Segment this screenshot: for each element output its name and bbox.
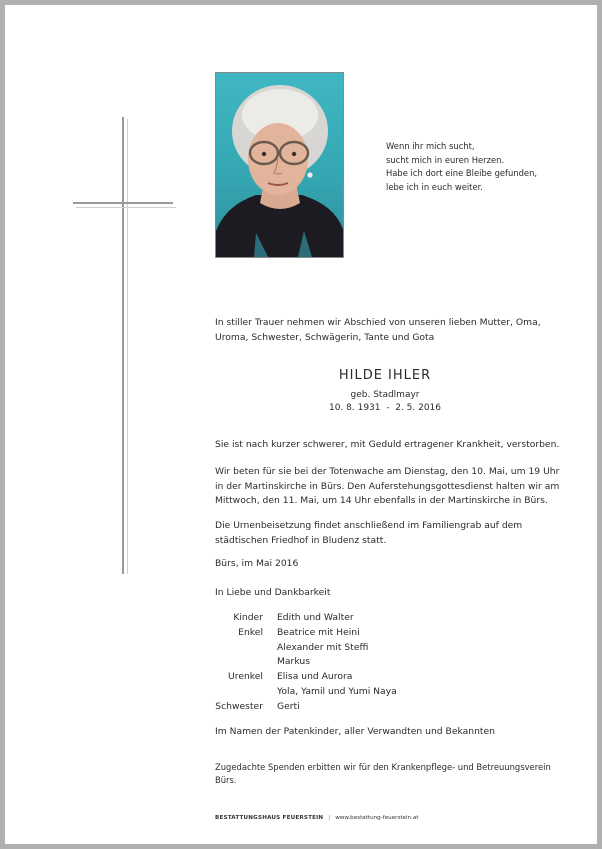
family-role: Kinder <box>233 612 263 623</box>
poem-line: Wenn ihr mich sucht, <box>386 141 475 151</box>
funeral-home-name: BESTATTUNGSHAUS FEUERSTEIN <box>215 815 324 821</box>
poem-line: Habe ich dort eine Bleibe gefunden, <box>386 168 538 179</box>
relatives-line: Im Namen der Patenkinder, aller Verwandten und Bekannten <box>215 726 495 737</box>
intro-text: In stiller Trauer nehmen wir Abschied von unseren lieben Mutter, Oma, Uroma, Schwester, Schwägerin, Tante und Gota <box>215 317 541 343</box>
family-row <box>215 670 397 685</box>
family-row <box>215 655 397 670</box>
family-row <box>215 685 397 700</box>
family-names: Elisa und Aurora <box>277 671 353 683</box>
family-list <box>215 611 397 715</box>
prayer-service-info: Wir beten für sie bei der Totenwache am Dienstag, den 10. Mai, um 19 Uhr in der Martinskirche in Bürs. Den Auferstehungsgottesdienst halten wir am Mittwoch, den 11. Mai, um 14 Uhr ebenfalls in der Martinskirche in Bürs. <box>215 466 560 507</box>
cross-horizontal-shadow <box>76 207 176 208</box>
poem-line: lebe ich in euch weiter. <box>386 181 483 192</box>
death-notice: Sie ist nach kurzer schwerer, mit Geduld ertragener Krankheit, verstorben. <box>215 439 560 450</box>
family-names: Markus <box>277 656 310 668</box>
cross-horizontal-bar <box>73 202 173 204</box>
portrait-photo <box>215 72 344 258</box>
family-row <box>215 700 397 715</box>
family-names: Edith und Walter <box>277 612 354 623</box>
poem-line: sucht mich in euren Herzen. <box>386 154 505 165</box>
footer <box>215 815 419 821</box>
portrait-illustration <box>216 73 343 257</box>
family-role: Urenkel <box>228 671 263 683</box>
family-role <box>215 641 277 656</box>
family-role: Schwester <box>215 700 263 712</box>
family-names: Gerti <box>277 700 300 712</box>
life-dates: 10. 8. 1931 - 2. 5. 2016 <box>328 403 442 413</box>
family-role <box>215 655 277 670</box>
family-names: Alexander mit Steffi <box>277 641 369 653</box>
poem <box>386 140 586 194</box>
family-role <box>215 685 277 700</box>
website-link[interactable]: www.bestattung-feuerstein.at <box>335 815 419 821</box>
deceased-name: HILDE IHLER <box>338 368 432 383</box>
family-row <box>215 626 397 641</box>
closing-line: In Liebe und Dankbarkeit <box>215 587 331 598</box>
family-names: Yola, Yamil und Yumi Naya <box>277 685 397 697</box>
family-role: Enkel <box>238 626 263 638</box>
family-row <box>215 611 397 626</box>
burial-info: Die Urnenbeisetzung findet anschließend im Familiengrab auf dem städtischen Friedhof in Bludenz statt. <box>215 520 523 546</box>
birth-name: geb. Stadlmayr <box>350 390 420 400</box>
family-names: Beatrice mit Heini <box>277 626 360 638</box>
cross-vertical-bar <box>122 117 124 574</box>
footer-separator: | <box>328 815 331 821</box>
donations-note: Zugedachte Spenden erbitten wir für den Krankenpflege- und Betreuungsverein Bürs. <box>215 762 551 785</box>
cross-vertical-shadow <box>127 119 128 574</box>
place-date: Bürs, im Mai 2016 <box>215 558 299 569</box>
family-row <box>215 641 397 656</box>
